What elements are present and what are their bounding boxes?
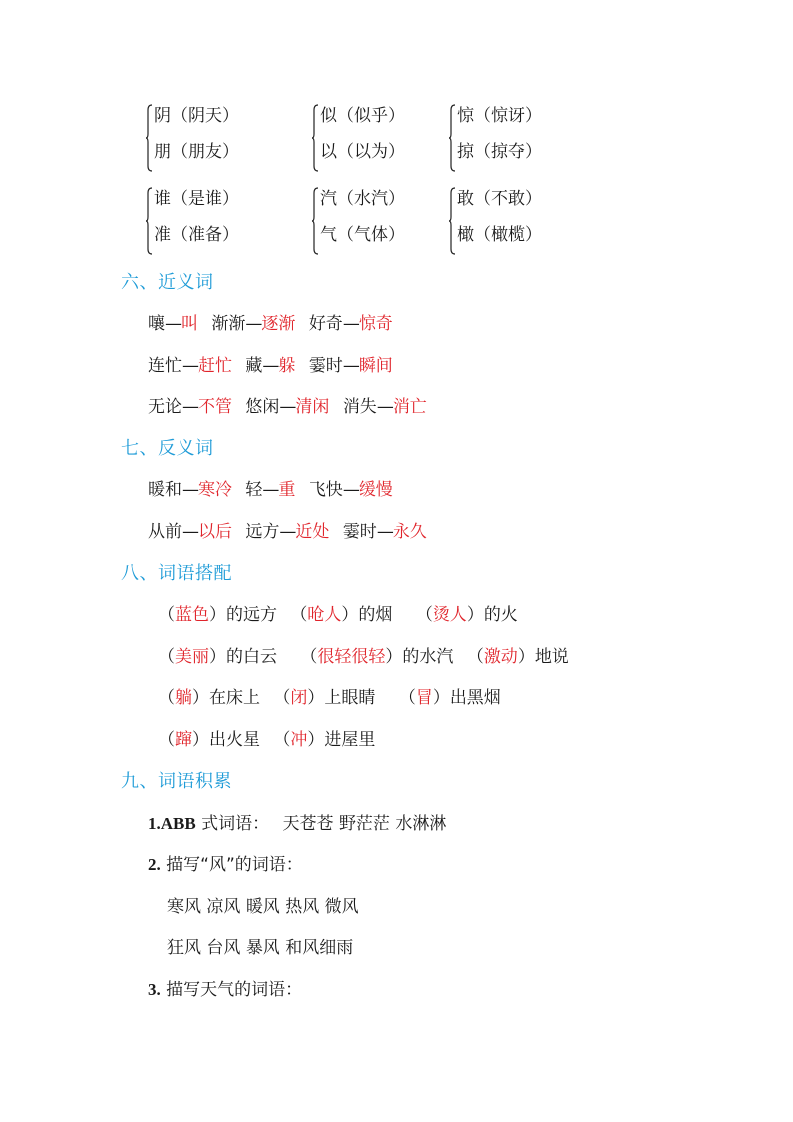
answer: 不管 <box>198 397 232 417</box>
word: 台风 <box>206 938 241 958</box>
word: 嚷 <box>148 314 165 334</box>
answer: 很轻很轻 <box>317 647 386 667</box>
section-heading-antonyms: 七、反义词 <box>121 438 214 459</box>
antonym-row <box>148 521 427 543</box>
phrase: 上眼睛 <box>324 688 376 708</box>
dash: — <box>165 314 181 334</box>
synonym-row <box>148 396 427 418</box>
word: 暖和 <box>148 480 182 500</box>
phrase: 的火 <box>483 605 518 625</box>
answer: 重 <box>278 480 296 500</box>
word: 霎时 <box>342 522 377 542</box>
answer: 激动 <box>483 647 518 667</box>
accumulation-item-1 <box>148 813 446 835</box>
answer: 蹿 <box>175 730 192 750</box>
answer: 逐渐 <box>261 314 296 334</box>
left-brace-icon <box>449 104 455 172</box>
word: 藏 <box>245 356 263 376</box>
answer: 躺 <box>175 688 192 708</box>
dash: — <box>182 480 198 500</box>
polyphone-line: 掠（掠夺） <box>457 142 542 162</box>
item-number: 3. <box>148 980 161 999</box>
polyphone-line: 汽（水汽） <box>320 189 405 209</box>
left-brace-icon <box>312 104 318 172</box>
left-brace-icon <box>449 187 455 255</box>
word: 无论 <box>148 397 182 417</box>
section-heading-accumulation: 九、词语积累 <box>121 771 232 792</box>
polyphone-row-1 <box>0 102 793 180</box>
answer: 呛人 <box>307 605 342 625</box>
word: 天苍苍 <box>282 814 334 834</box>
left-brace-icon <box>312 187 318 255</box>
dash: — <box>262 356 279 376</box>
word: 寒风 <box>167 897 201 917</box>
word: 微风 <box>324 897 359 917</box>
word: 飞快 <box>308 480 343 500</box>
answer: 惊奇 <box>358 314 393 334</box>
paren: ） <box>209 647 226 667</box>
answer: 赶忙 <box>198 356 232 376</box>
item-label: 描写天气的词语： <box>166 980 303 1000</box>
dash: — <box>376 397 393 417</box>
word: 从前 <box>148 522 182 542</box>
word: 暴风 <box>245 938 280 958</box>
answer: 冲 <box>290 730 308 750</box>
accumulation-item-2 <box>148 854 303 876</box>
dash: — <box>262 480 279 500</box>
polyphone-line: 惊（惊讶） <box>457 106 542 126</box>
wind-words-row <box>167 896 359 918</box>
antonym-row <box>148 479 393 501</box>
synonym-row <box>148 313 393 335</box>
item-label: 式词语： <box>201 814 270 834</box>
polyphone-line: 谁（是谁） <box>154 189 239 209</box>
collocation-row <box>158 646 569 668</box>
word: 霎时 <box>308 356 343 376</box>
collocation-row <box>158 729 375 751</box>
dash: — <box>182 397 198 417</box>
paren: （ <box>158 688 175 708</box>
item-number: 1.ABB <box>148 814 196 833</box>
word: 远方 <box>245 522 280 542</box>
paren: （ <box>273 730 291 750</box>
word: 悠闲 <box>245 397 280 417</box>
phrase: 的白云 <box>226 647 277 667</box>
word: 渐渐 <box>211 314 246 334</box>
left-brace-icon <box>146 104 152 172</box>
answer: 瞬间 <box>358 356 393 376</box>
dash: — <box>342 356 359 376</box>
word: 热风 <box>285 897 320 917</box>
polyphone-line: 朋（朋友） <box>154 142 239 162</box>
phrase: 出黑烟 <box>449 688 501 708</box>
answer: 冒 <box>415 688 433 708</box>
paren: （ <box>158 730 175 750</box>
paren: （ <box>273 688 291 708</box>
paren: ） <box>466 605 484 625</box>
dash: — <box>342 480 359 500</box>
phrase: 的水汽 <box>402 647 454 667</box>
phrase: 出火星 <box>209 730 260 750</box>
paren: （ <box>466 647 484 667</box>
dash: — <box>182 522 198 542</box>
section-heading-collocations: 八、词语搭配 <box>121 563 232 584</box>
collocation-row <box>158 687 501 709</box>
word: 凉风 <box>206 897 241 917</box>
word: 好奇 <box>308 314 343 334</box>
paren: ） <box>432 688 450 708</box>
collocation-row <box>158 604 518 626</box>
phrase: 在床上 <box>209 688 260 708</box>
polyphone-line: 以（以为） <box>320 142 405 162</box>
accumulation-item-3 <box>148 979 302 1001</box>
answer: 蓝色 <box>175 605 209 625</box>
paren: ） <box>209 605 226 625</box>
paren: ） <box>385 647 403 667</box>
word: 狂风 <box>167 938 201 958</box>
left-brace-icon <box>146 187 152 255</box>
answer: 闭 <box>290 688 308 708</box>
synonym-row <box>148 355 393 377</box>
polyphone-line: 阴（阴天） <box>154 106 239 126</box>
phrase: 的远方 <box>226 605 277 625</box>
dash: — <box>279 522 296 542</box>
dash: — <box>342 314 359 334</box>
answer: 烫人 <box>432 605 467 625</box>
answer: 叫 <box>181 314 198 334</box>
paren: ） <box>307 688 325 708</box>
word: 轻 <box>245 480 263 500</box>
answer: 以后 <box>198 522 232 542</box>
phrase: 地说 <box>534 647 569 667</box>
phrase: 进屋里 <box>324 730 376 750</box>
word: 野茫茫 <box>338 814 390 834</box>
paren: ） <box>341 605 359 625</box>
paren: ） <box>192 688 209 708</box>
phrase: 的烟 <box>358 605 393 625</box>
wind-words-row <box>167 937 353 959</box>
dash: — <box>279 397 296 417</box>
paren: （ <box>398 688 416 708</box>
paren: （ <box>158 647 175 667</box>
polyphone-line: 似（似乎） <box>320 106 405 126</box>
word: 暖风 <box>245 897 280 917</box>
dash: — <box>182 356 198 376</box>
paren: ） <box>307 730 325 750</box>
word: 和风细雨 <box>285 938 354 958</box>
polyphone-line: 气（气体） <box>320 225 405 245</box>
answer: 躲 <box>278 356 296 376</box>
word: 连忙 <box>148 356 182 376</box>
paren: （ <box>158 605 175 625</box>
item-label: 描写“风”的词语： <box>166 855 303 875</box>
answer: 消亡 <box>392 397 427 417</box>
paren: （ <box>415 605 433 625</box>
paren: （ <box>290 605 308 625</box>
paren: ） <box>192 730 209 750</box>
answer: 近处 <box>295 522 330 542</box>
answer: 缓慢 <box>358 480 393 500</box>
answer: 永久 <box>392 522 427 542</box>
polyphone-row-2 <box>0 185 793 263</box>
polyphone-line: 橄（橄榄） <box>457 225 542 245</box>
item-number: 2. <box>148 855 161 874</box>
word: 消失 <box>342 397 377 417</box>
paren: ） <box>517 647 535 667</box>
polyphone-line: 敢（不敢） <box>457 189 542 209</box>
word: 水淋淋 <box>395 814 447 834</box>
dash: — <box>245 314 262 334</box>
dash: — <box>376 522 393 542</box>
polyphone-line: 准（准备） <box>154 225 239 245</box>
answer: 清闲 <box>295 397 330 417</box>
section-heading-synonyms: 六、近义词 <box>121 272 214 293</box>
answer: 寒冷 <box>198 480 232 500</box>
answer: 美丽 <box>175 647 209 667</box>
paren: （ <box>300 647 318 667</box>
